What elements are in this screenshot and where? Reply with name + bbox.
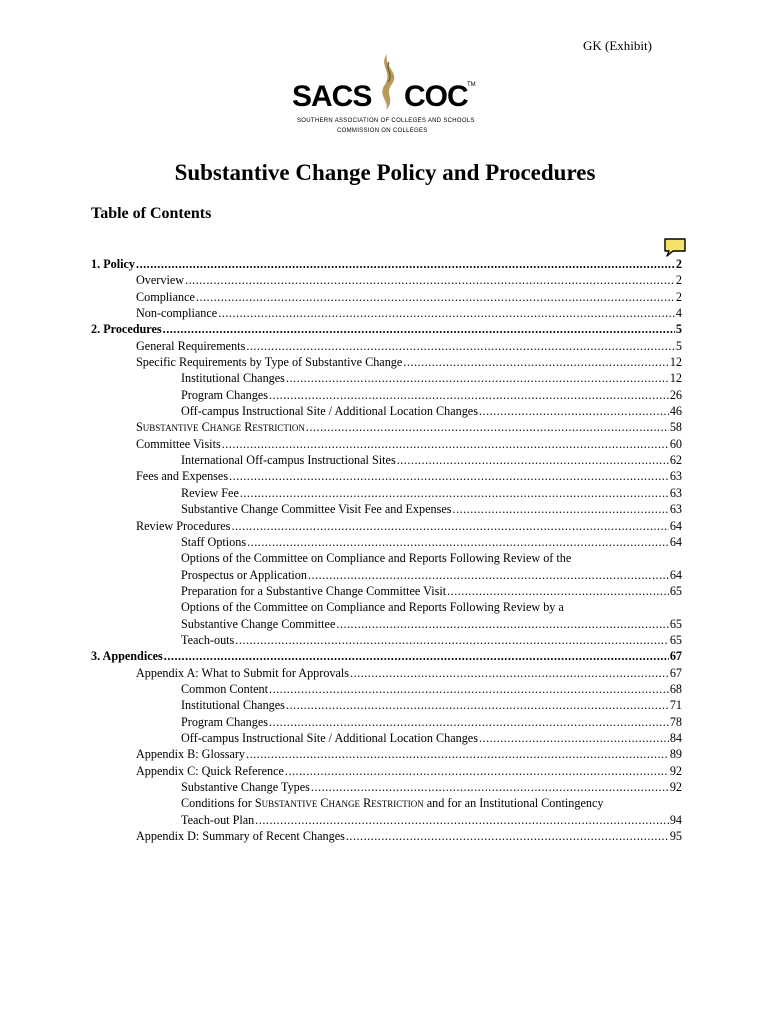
toc-entry-label: 1. Policy [91,257,136,271]
toc-entry[interactable] [91,256,682,272]
toc-entry-page: 63 [669,485,682,500]
toc-entry[interactable] [91,370,682,386]
toc-entry[interactable] [91,419,682,435]
toc-entry-page: 67 [669,649,682,664]
toc-leader-dots [447,583,669,599]
toc-leader-dots [196,289,675,305]
toc-entry[interactable] [91,468,682,484]
toc-entry-page: 84 [669,730,682,745]
toc-entry[interactable] [91,387,682,403]
toc-heading: Table of Contents [91,205,212,222]
toc-entry-page: 12 [669,371,682,386]
toc-entry-first-line: Options of the Committee on Compliance and Reports Following Review by a [181,600,564,615]
toc-entry[interactable] [91,452,682,468]
toc-entry-label: Committee Visits [136,436,221,451]
toc-entry[interactable] [91,763,682,779]
toc-entry-label: Substantive Change Committee [181,616,336,631]
toc-entry-label: Fees and Expenses [136,469,229,484]
toc-entry-label: General Requirements [136,338,246,353]
toc-entry[interactable] [91,648,682,664]
toc-leader-dots [218,305,675,321]
toc-entry-label: Staff Options [181,534,247,549]
toc-leader-dots [350,665,669,681]
toc-entry[interactable] [91,485,682,501]
toc-entry-page: 62 [669,453,682,468]
flame-icon [372,52,402,112]
toc-entry-label: 2. Procedures [91,322,162,337]
toc-leader-dots [306,419,669,435]
toc-entry-label: Appendix C: Quick Reference [136,763,284,778]
toc-entry-label: 3. Appendices [91,649,163,664]
toc-entry-label: Non-compliance [136,306,218,321]
toc-entry-label: Prospectus or Application [181,567,307,582]
toc-entry-page: 68 [669,681,682,696]
toc-entry-label: Substantive Change Committee Visit Fee and Expenses [181,502,452,517]
toc-leader-dots [286,697,669,713]
toc-entry[interactable] [91,272,682,288]
toc-entry-page: 89 [669,747,682,762]
toc-leader-dots [229,468,669,484]
logo-subtitle-1: SOUTHERN ASSOCIATION OF COLLEGES AND SCHOOLS [297,118,475,124]
toc-entry[interactable] [91,436,682,452]
toc-entry[interactable] [91,354,682,370]
toc-entry-page: 92 [669,780,682,794]
toc-leader-dots [163,321,675,337]
toc-entry-label: Appendix D: Summary of Recent Changes [136,829,345,844]
toc-entry[interactable] [91,501,682,517]
toc-entry-page: 65 [669,632,682,647]
toc-entry-page: 2 [675,257,682,271]
toc-entry-page: 78 [669,714,682,729]
toc-leader-dots [231,518,668,534]
logo-trademark: TM [467,82,476,88]
toc-entry[interactable] [91,338,682,354]
toc-entry-page: 71 [669,698,682,713]
toc-entry-page: 2 [675,289,682,304]
toc-entry-label: Program Changes [181,387,268,402]
toc-leader-dots [453,501,669,517]
logo-right-text: COC [404,80,468,113]
toc-entry-page: 95 [669,829,682,844]
toc-entry[interactable] [91,518,682,534]
toc-entry-page: 5 [675,322,682,337]
logo-subtitle-2: COMMISSION ON COLLEGES [337,128,428,134]
comment-icon[interactable] [663,237,687,257]
toc-leader-dots [346,828,669,844]
toc-entry[interactable] [91,714,682,730]
toc-leader-dots [255,812,669,828]
toc-entry[interactable] [91,795,682,828]
toc-entry-page: 63 [669,502,682,517]
table-of-contents [91,256,682,844]
logo-left-text: SACS [292,80,372,113]
toc-entry-page: 64 [669,567,682,582]
toc-leader-dots [235,632,669,648]
toc-entry-label: International Off-campus Instructional Sites [181,453,396,468]
toc-leader-dots [269,714,669,730]
toc-leader-dots [246,746,669,762]
toc-entry-label: Review Fee [181,485,239,500]
toc-leader-dots [286,370,669,386]
toc-entry-page: 65 [669,583,682,598]
toc-leader-dots [222,436,669,452]
toc-leader-dots [403,354,668,370]
document-title: Substantive Change Policy and Procedures [174,160,596,185]
toc-entry-page: 4 [675,306,682,321]
toc-entry[interactable] [91,730,682,746]
toc-leader-dots [311,779,669,795]
toc-entry-label: Review Procedures [136,518,231,533]
toc-entry[interactable] [91,403,682,419]
toc-entry-page: 94 [669,812,682,827]
toc-leader-dots [397,452,669,468]
toc-entry-label: Substantive Change Types [181,780,310,794]
toc-leader-dots [269,681,669,697]
toc-entry[interactable] [91,828,682,844]
toc-entry-page: 64 [669,534,682,549]
toc-entry-label: Common Content [181,681,269,696]
toc-entry-label: Preparation for a Substantive Change Committee Visit [181,583,447,598]
toc-entry-page: 64 [669,518,682,533]
logo-wordmark [292,80,468,114]
toc-leader-dots [240,485,669,501]
toc-leader-dots [285,763,669,779]
toc-entry-label: Off-campus Instructional Site / Additional Location Changes [181,730,478,745]
toc-entry[interactable] [91,305,682,321]
toc-entry-label: Institutional Changes [181,371,285,386]
toc-entry[interactable] [91,599,682,632]
sacscoc-logo [292,52,482,142]
toc-leader-dots [308,567,669,583]
toc-entry-page: 5 [675,338,682,353]
toc-leader-dots [269,387,669,403]
toc-entry-label: Off-campus Instructional Site / Additional Location Changes [181,404,478,419]
toc-leader-dots [136,256,675,272]
toc-entry-page: 92 [669,763,682,778]
toc-entry[interactable] [91,583,682,599]
toc-leader-dots [479,403,669,419]
toc-entry[interactable] [91,321,682,337]
toc-entry-page: 12 [669,355,682,370]
toc-entry-first-line: Conditions for Substantive Change Restriction and for an Institutional Contingency [181,796,604,811]
toc-entry[interactable] [91,534,682,550]
toc-entry[interactable] [91,665,682,681]
toc-entry-page: 67 [669,665,682,680]
toc-entry[interactable] [91,550,682,583]
toc-leader-dots [246,338,675,354]
toc-entry[interactable] [91,289,682,305]
toc-entry-page: 65 [669,616,682,631]
toc-entry[interactable] [91,632,682,648]
toc-entry-label: Institutional Changes [181,698,285,713]
toc-entry-page: 60 [669,436,682,451]
toc-entry-page: 2 [675,273,682,288]
toc-entry-label: Teach-outs [181,632,235,647]
toc-entry[interactable] [91,779,682,795]
toc-entry-label: Appendix A: What to Submit for Approvals [136,665,350,680]
toc-entry-label: Teach-out Plan [181,812,255,827]
toc-entry-label: Program Changes [181,714,268,729]
toc-leader-dots [185,272,675,288]
toc-leader-dots [164,648,669,664]
toc-entry-label: Appendix B: Glossary [136,747,246,762]
toc-entry-page: 63 [669,469,682,484]
toc-entry-page: 46 [669,404,682,419]
toc-entry-label: Substantive Change Restriction [136,420,305,435]
toc-entry[interactable] [91,746,682,762]
toc-entry-label: Specific Requirements by Type of Substantive Change [136,355,403,370]
toc-entry-first-line: Options of the Committee on Compliance and Reports Following Review of the [181,551,572,566]
toc-entry[interactable] [91,681,682,697]
toc-entry-page: 58 [669,420,682,435]
toc-entry-page: 26 [669,387,682,402]
toc-leader-dots [247,534,669,550]
toc-entry-label: Overview [136,273,185,288]
toc-entry[interactable] [91,697,682,713]
toc-leader-dots [336,616,668,632]
exhibit-label: GK (Exhibit) [583,38,652,53]
toc-entry-label: Compliance [136,289,195,304]
toc-leader-dots [479,730,669,746]
